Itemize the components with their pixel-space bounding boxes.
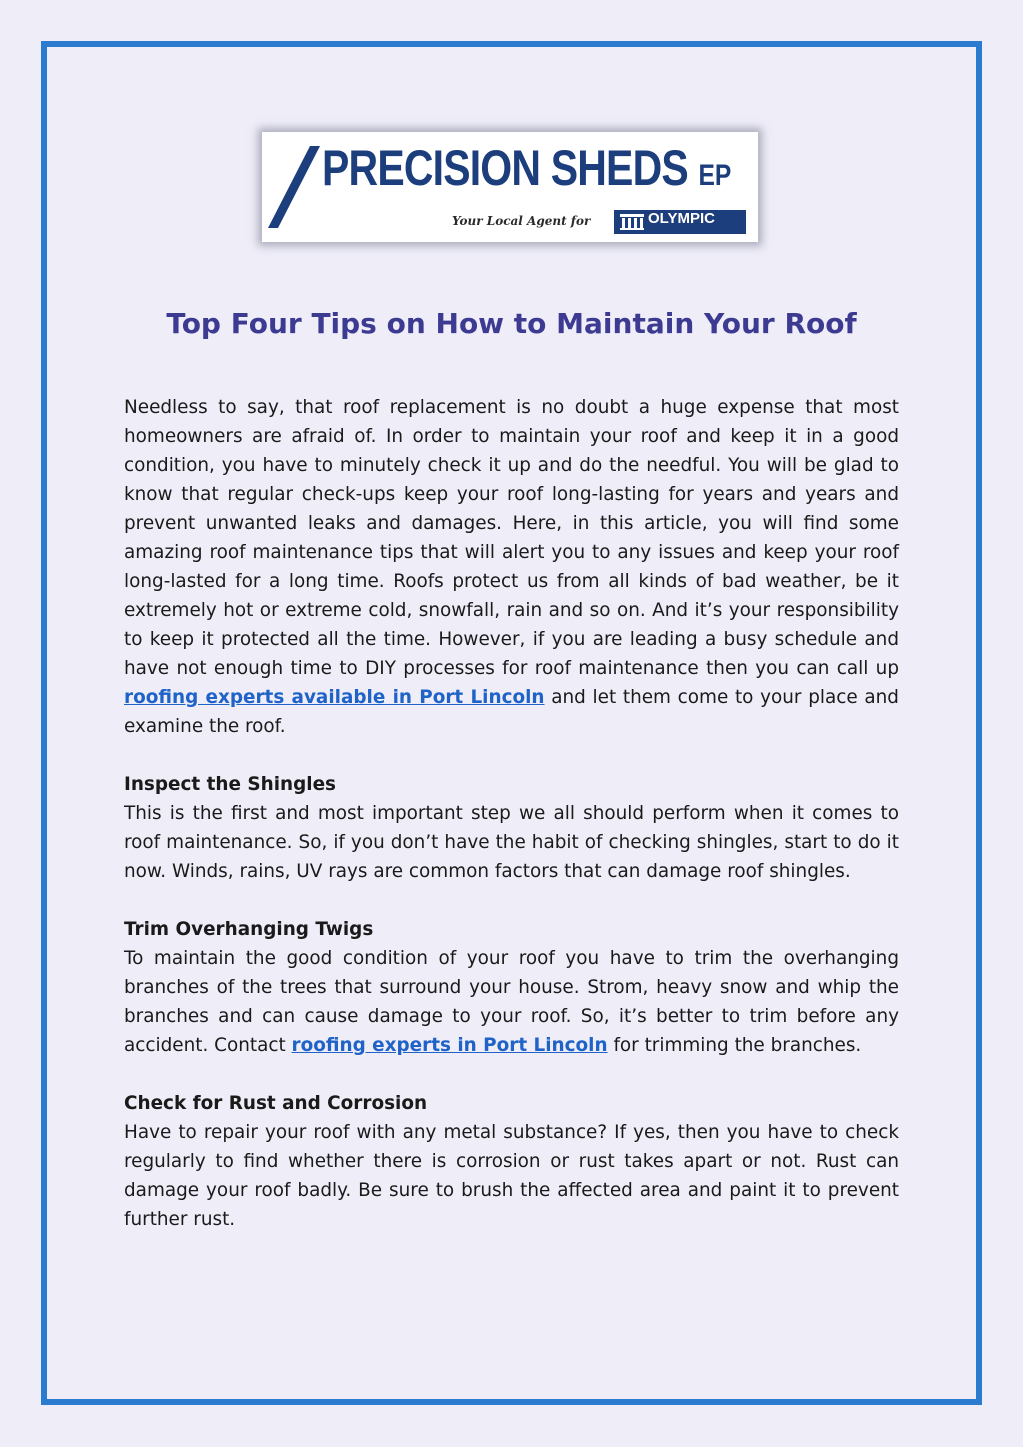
- logo-name: PRECISION SHEDS: [322, 140, 688, 196]
- intro-paragraph: [124, 393, 899, 741]
- section-heading-rust: Check for Rust and Corrosion: [124, 1093, 428, 1114]
- section-heading-shingles: Inspect the Shingles: [124, 774, 336, 795]
- intro-text: Needless to say, that roof replacement is no doubt a huge expense that most homeowners are afraid of. In order to maintain your roof and keep it in a good condition, you have to minutely check it up and do the needful. You will be glad to know that regular check-ups keep your roof long-lasting for years and years and prevent unwanted leaks and damages. Here, in this article, you will find some amazing roof maintenance tips that will alert you to any issues and keep your roof long-lasted for a long time. Roofs protect us from all kinds of bad weather, be it extremely hot or extreme cold, snowfall, rain and so on. And it’s your responsibility to keep it protected all the time. However, if you are leading a busy schedule and have not enough time to DIY processes for roof maintenance then you can call up: [124, 397, 899, 679]
- logo-wordmark: [322, 140, 731, 204]
- page-title: Top Four Tips on How to Maintain Your Roof: [166, 307, 857, 340]
- article-body: [124, 393, 899, 1234]
- section-body-rust: Have to repair your roof with any metal substance? If yes, then you have to check regularly to find whether there is corrosion or rust takes apart or not. Rust can damage your roof badly. Be sure to brush the affected area and paint it to prevent further rust.: [124, 1122, 899, 1230]
- section-body-shingles: This is the first and most important step we all should perform when it comes to roof maintenance. So, if you don’t have the habit of checking shingles, start to do it now. Winds, rains, UV rays are common factors that can damage roof shingles.: [124, 803, 899, 882]
- section-body-twigs: [124, 944, 899, 1060]
- columns-icon: [620, 214, 644, 230]
- twigs-text-end: for trimming the branches.: [607, 1035, 862, 1056]
- spacer: [124, 741, 899, 770]
- logo-tagline: Your Local Agent for: [452, 214, 591, 228]
- partner-name: OLYMPIC: [648, 210, 715, 227]
- section-heading-twigs: Trim Overhanging Twigs: [124, 919, 374, 940]
- spacer: [124, 886, 899, 915]
- roofing-experts-port-lincoln-link[interactable]: roofing experts in Port Lincoln: [291, 1035, 608, 1056]
- intro-text-end: and let them come to your place and examine the roof.: [124, 687, 899, 737]
- spacer: [124, 1060, 899, 1089]
- partner-badge: [614, 210, 746, 234]
- company-logo: [262, 132, 758, 242]
- roofing-experts-link[interactable]: roofing experts available in Port Lincoln: [124, 687, 545, 708]
- twigs-text: To maintain the good condition of your roof you have to trim the overhanging branches of the trees that surround your house. Strom, heavy snow and whip the branches and can cause damage to your roof. So, it’s better to trim before any accident. Contact: [124, 948, 899, 1056]
- logo-suffix: EP: [698, 159, 732, 192]
